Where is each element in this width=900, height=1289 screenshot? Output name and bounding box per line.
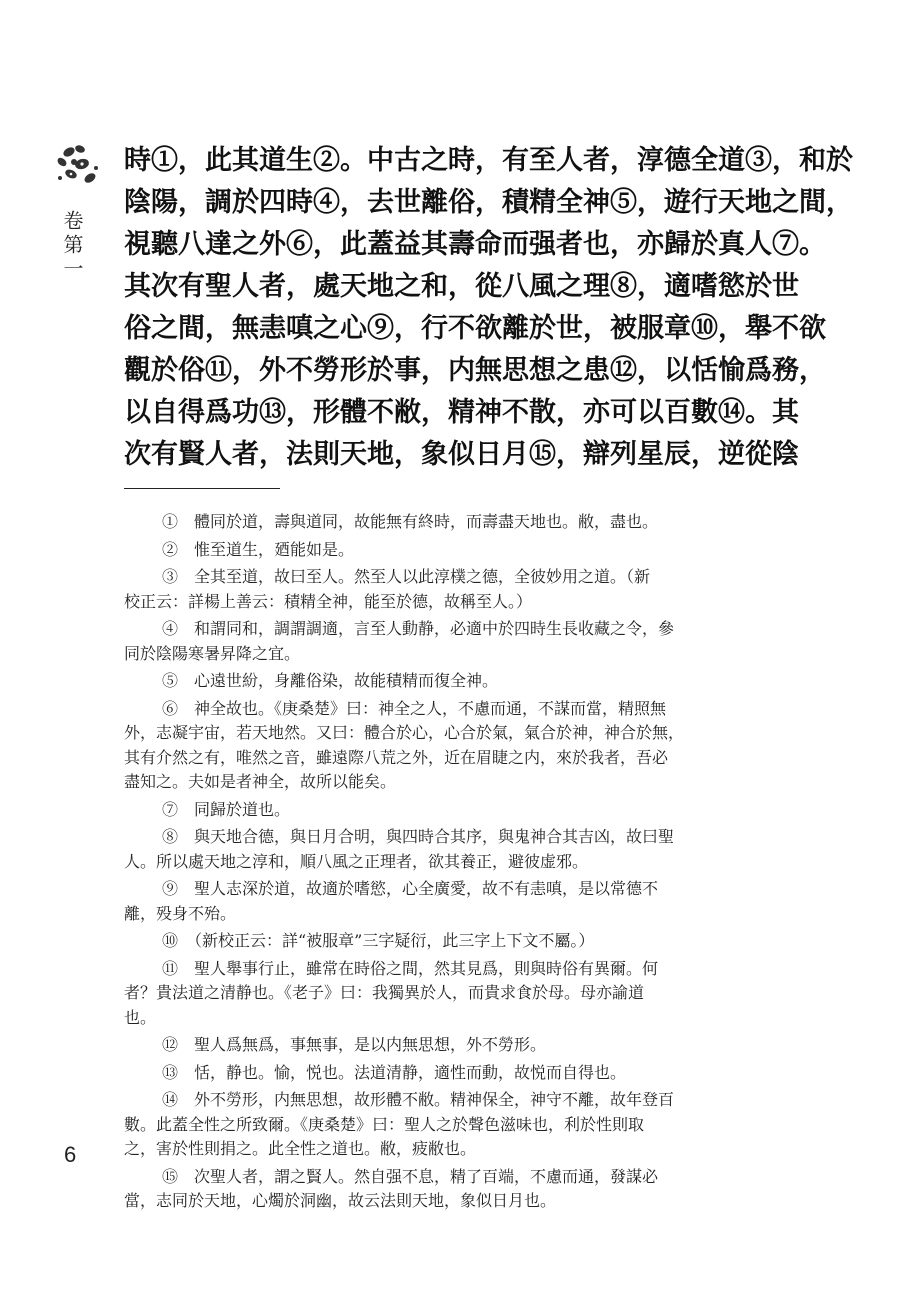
main-text-line: 時①，此其道生②。中古之時，有至人者，淳德全道③，和於 [124,145,853,176]
footnote-line: ③ 全其至道，故曰至人。然至人以此淳樸之德，全彼妙用之道。（新 [162,567,651,586]
main-text-line: 觀於俗⑪，外不勞形於事，内無思想之患⑫，以恬愉爲務， [124,355,826,386]
footnote-line: ④ 和謂同和，調謂調適，言至人動静，必適中於四時生長收藏之令，參 [162,619,675,638]
footnote-line: 之，害於性則捐之。此全性之道也。敝，疲敝也。 [124,1139,477,1158]
footnote-line: ⑧ 與天地合德，與日月合明，與四時合其序，與鬼神合其吉凶，故曰聖 [162,827,675,846]
footnote-divider [124,488,280,489]
footnote-line: ⑨ 聖人志深於道，故適於嗜慾，心全廣愛，故不有恚嗔，是以常德不 [162,879,659,898]
main-text-line: 視聽八達之外⑥，此蓋益其壽命而强者也，亦歸於真人⑦。 [124,229,826,260]
footnote-line: ⑬ 恬，静也。愉，悦也。法道清静，適性而動，故悦而自得也。 [162,1062,627,1082]
footnote-line: 人。所以處天地之淳和，順八風之正理者，欲其養正，避彼虚邪。 [124,851,589,871]
footnote-line: ⑤ 心遠世紛，身離俗染，故能積精而復全神。 [162,671,499,690]
main-text-line: 陰陽，調於四時④，去世離俗，積精全神⑤，遊行天地之間， [124,187,853,218]
footnote-line: 者？貴法道之清静也。《老子》曰：我獨異於人，而貴求食於母。母亦諭道 [124,983,645,1002]
footnote-line: 當，志同於天地，心燭於洞幽，故云法則天地，象似日月也。 [124,1191,557,1210]
footnote-line: 數。此蓋全性之所致爾。《庚桑楚》曰：聖人之於聲色滋味也，利於性則取 [124,1114,645,1134]
footnote-line: 其有介然之有，唯然之音，雖遠際八荒之外，近在眉睫之内，來於我者，吾必 [124,747,669,767]
footnote-line: ⑪ 聖人舉事行止，雖常在時俗之間，然其見爲，則與時俗有異爾。何 [162,958,659,978]
footnote-line: 外，志凝宇宙，若天地然。又曰：體合於心，心合於氣，氣合於神，神合於無， [124,723,685,742]
volume-label: 卷第一 [60,210,84,282]
main-text-line: 其次有聖人者，處天地之和，從八風之理⑧，適嗜慾於世 [124,271,799,302]
footnote-line: ① 體同於道，壽與道同，故能無有終時，而壽盡天地也。敝，盡也。 [162,512,659,531]
footnote-line: ⑦ 同歸於道也。 [162,799,291,819]
footnote-line: 盡知之。夫如是者神全，故所以能矣。 [124,772,397,791]
main-text-line: 次有賢人者，法則天地，象似日月⑮，辯列星辰，逆從陰 [124,439,799,470]
footnotes [124,510,760,1214]
main-text-line: 俗之間，無恚嗔之心⑨，行不欲離於世，被服章⑩，舉不欲 [124,313,826,344]
page-number: 6 [64,1142,77,1167]
footnote-line: ⑫ 聖人爲無爲，事無事，是以内無思想，外不勞形。 [162,1035,547,1054]
footnote-line: ⑥ 神全故也。《庚桑楚》曰：神全之人，不慮而通，不謀而當，精照無 [162,698,667,718]
main-text [124,140,853,476]
footnote-line: 也。 [124,1007,157,1027]
footnote-line: 離，殁身不殆。 [124,903,237,923]
footnote-line: 同於陰陽寒暑昇降之宜。 [124,643,301,663]
footnote-line: ⑩ （新校正云：詳“被服章”三字疑衍，此三字上下文不屬。） [162,931,595,950]
footnote-line: ② 惟至道生，廼能如是。 [162,539,355,559]
footnote-line: 校正云：詳楊上善云：積精全神，能至於德，故稱至人。） [124,591,533,611]
main-text-line: 以自得爲功⑬，形體不敝，精神不散，亦可以百數⑭。其 [124,397,799,428]
flower-ornament-icon [52,140,104,192]
footnote-line: ⑮ 次聖人者，謂之賢人。然自强不息，精了百端，不慮而通，發謀必 [162,1166,659,1186]
footnote-line: ⑭ 外不勞形，内無思想，故形體不敝。精神保全，神守不離，故年登百 [162,1090,675,1109]
